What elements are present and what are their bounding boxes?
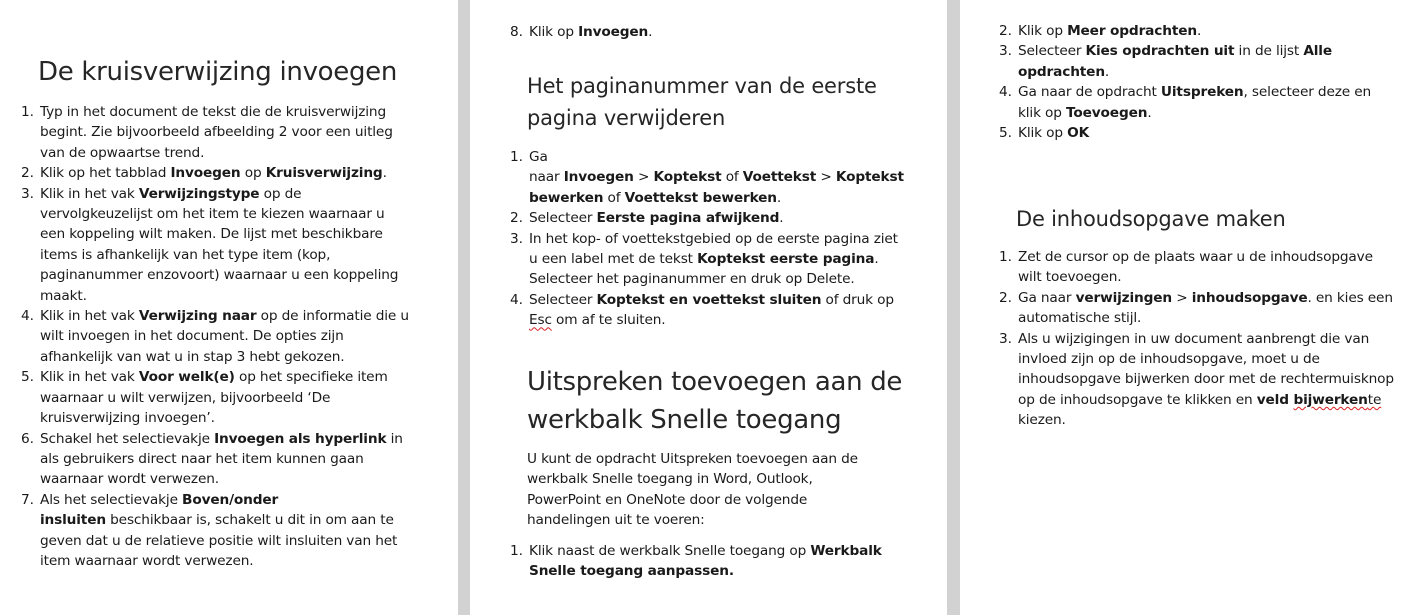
bold-term: Koptekst en voettekst sluiten [596, 291, 822, 308]
document-page-3 [960, 0, 1405, 615]
bold-term: Koptekst bewerken [529, 169, 904, 206]
list-item: 2. Klik op het tabblad Invoegen op Kruisverwijzing. [38, 163, 410, 183]
bold-term: Eerste pagina afwijkend [596, 210, 780, 227]
bold-term: Invoegen [563, 169, 634, 186]
bold-term: Boven/onder [182, 491, 279, 508]
bold-term: Invoegen [578, 24, 649, 40]
list-item: 6. Schakel het selectievakje Invoegen als hyperlink in als gebruikers direct naar het item kunnen gaan waarnaar wordt verwezen. [38, 429, 410, 490]
list-item: 1. Ga naar Invoegen > Koptekst of Voettekst > Koptekst bewerken of Voettekst bewerken. [527, 147, 907, 208]
list-item: 4. Klik in het vak Verwijzing naar op de informatie die u wilt invoegen in het document. De opties zijn afhankelijk van wat u in stap 3 hebt gekozen. [38, 306, 410, 367]
remove-page-number-steps [511, 147, 907, 331]
speak-intro-paragraph: U kunt de opdracht Uitspreken toevoegen aan de werkbalk Snelle toegang in Word, Outlook, PowerPoint en OneNote door de volgende handelingen uit te voeren: [527, 451, 858, 529]
list-item: 3. Als u wijzigingen in uw document aanbrengt die van invloed zijn op de inhoudsopgave, moet u de inhoudsopgave bijwerken door met de rechtermuisknop op de inhoudsopgave te klikken en veld bijwerkente kiezen. [1016, 329, 1396, 431]
list-item: 5. Klik in het vak Voor welk(e) op het specifieke item waarnaar u wilt verwijzen, bijvoorbeeld ‘De kruisverwijzing invoegen’. [38, 367, 410, 428]
bold-term: Toevoegen [1066, 104, 1148, 121]
bold-term: Alle opdrachten [1018, 43, 1332, 80]
document-page-1 [0, 0, 458, 615]
bold-term: Meer opdrachten [1067, 23, 1197, 39]
list-item: 1. Klik naast de werkbalk Snelle toegang op Werkbalk Snelle toegang aanpassen. [527, 541, 907, 582]
list-item: 4. Selecteer Koptekst en voettekst sluiten of druk op Esc om af te sluiten. [527, 290, 907, 331]
speak-steps [511, 541, 907, 582]
heading-remove-page-number: Het paginanummer van de eerste pagina verwijderen [527, 74, 877, 130]
heading-cross-reference: De kruisverwijzing invoegen [38, 57, 398, 87]
heading-add-speak: Uitspreken toevoegen aan de werkbalk Snelle toegang [527, 367, 903, 435]
list-item: 2. Ga naar verwijzingen > inhoudsopgave. en kies een automatische stijl. [1016, 288, 1396, 329]
bold-term: Voor welk(e) [138, 369, 235, 386]
bold-term: OK [1067, 125, 1090, 142]
bold-term: Koptekst [653, 169, 722, 186]
bold-term: Verwijzing naar [138, 308, 257, 325]
bold-term: veld [1256, 391, 1294, 408]
bold-term: Voettekst [742, 169, 817, 186]
bold-term: insluiten [40, 512, 106, 529]
list-item: 5. Klik op OK [1016, 123, 1396, 143]
page-separator [458, 0, 470, 615]
bold-term: Verwijzingstype [138, 185, 260, 202]
bold-term: Invoegen als hyperlink [214, 430, 387, 447]
bold-term: Uitspreken [1160, 84, 1244, 101]
bold-term: Werkbalk Snelle toegang aanpassen. [529, 543, 882, 580]
bold-term: inhoudsopgave [1191, 289, 1308, 306]
bold-term: Kies opdrachten uit [1085, 43, 1235, 60]
list-item: 1. Zet de cursor op de plaats waar u de inhoudsopgave wilt toevoegen. [1016, 247, 1396, 288]
list-item: 3. Klik in het vak Verwijzingstype op de vervolgkeuzelijst om het item te kiezen waarnaar u een koppeling wilt maken. De lijst met beschikbare items is afhankelijk van het type item (kop, paginanummer enzovoort) waarnaar u een koppeling maakt. [38, 184, 410, 306]
continued-steps [511, 22, 907, 42]
bold-term: Voettekst bewerken [624, 189, 777, 206]
bold-term: Koptekst eerste pagina [697, 251, 875, 268]
list-item: 7. Als het selectievakje Boven/onder insluiten beschikbaar is, schakelt u dit in om aan te geven dat u de relatieve positie wilt insluiten van het item waarnaar wordt verwezen. [38, 490, 410, 572]
spelling-flagged-bold-term[interactable]: bijwerken [1293, 391, 1368, 408]
continued-steps [1000, 21, 1396, 143]
document-page-2 [470, 0, 947, 615]
bold-term: Invoegen [170, 165, 241, 182]
page-separator [947, 0, 960, 615]
list-item: 3. Selecteer Kies opdrachten uit in de lijst Alle opdrachten. [1016, 41, 1396, 82]
bold-term: verwijzingen [1075, 289, 1172, 306]
spelling-flagged-word[interactable]: te [1367, 391, 1382, 408]
list-item: 2. Selecteer Eerste pagina afwijkend. [527, 208, 907, 228]
table-of-contents-steps [1000, 247, 1396, 431]
spelling-flagged-word[interactable]: Esc [529, 312, 552, 329]
bold-term: Kruisverwijzing [265, 165, 383, 182]
list-item: 1. Typ in het document de tekst die de kruisverwijzing begint. Zie bijvoorbeeld afbeelding 2 voor een uitleg van de opwaartse trend. [38, 102, 410, 163]
list-item: 8. Klik op Invoegen. [527, 22, 907, 42]
list-item: 2. Klik op Meer opdrachten. [1016, 21, 1396, 41]
heading-table-of-contents: De inhoudsopgave maken [1016, 207, 1286, 231]
list-item: 3. In het kop- of voettekstgebied op de eerste pagina ziet u een label met de tekst Koptekst eerste pagina. Selecteer het paginanummer en druk op Delete. [527, 229, 907, 290]
list-item: 4. Ga naar de opdracht Uitspreken, selecteer deze en klik op Toevoegen. [1016, 82, 1396, 123]
cross-reference-steps [22, 102, 410, 571]
